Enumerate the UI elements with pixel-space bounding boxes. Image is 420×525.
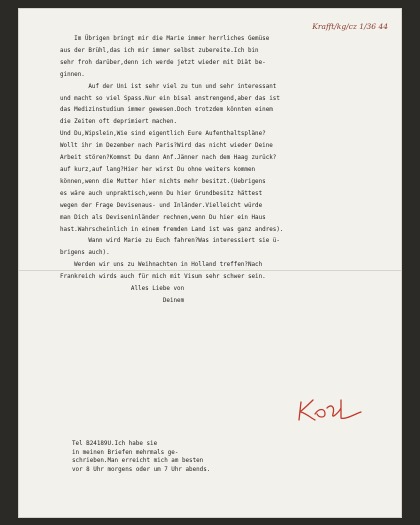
letter-line: Wollt ihr im Dezember nach Paris?Wird das nicht wieder Deine	[60, 143, 273, 150]
footer-line: in meinen Briefen mehrmals ge-	[72, 449, 179, 456]
footer-line: vor 8 Uhr morgens oder um 7 Uhr abends.	[72, 466, 211, 473]
letter-line: aus der Brühl,das ich mir immer selbst zubereite.Ich bin	[60, 47, 259, 54]
letter-line: und macht so viel Spass.Nur ein bisal anstrengend,aber das ist	[60, 95, 280, 102]
letter-line: sehr froh darüber,denn ich werde jetzt wieder mit Diät be-	[60, 59, 266, 66]
letter-line: man Dich als Deviseninländer rechnen,wenn Du hier ein Haus	[60, 214, 266, 221]
letter-line: Und Du,Wipslein,Wie sind eigentlich Eure Aufenthaltspläne?	[60, 131, 266, 138]
letter-line: Frankreich wirds auch für mich mit Visum sehr schwer sein.	[60, 274, 266, 281]
signature	[295, 396, 365, 431]
letter-line: Arbeit stören?Kommst Du dann Anf.Jänner nach dem Haag zurück?	[60, 155, 277, 162]
letter-line: wegen der Frage Devisenaus- und Inländer.Vielleicht würde	[60, 202, 263, 209]
letter-line: es wäre auch unpraktisch,wenn Du hier Grundbesitz hättest	[60, 190, 263, 197]
archive-mark: Krafft/kg/cz 1/36 44	[312, 22, 388, 31]
letter-body	[60, 34, 380, 308]
letter-line: Werden wir uns zu Weihnachten in Holland treffen?Nach	[60, 262, 263, 269]
letter-line: können,wenn die Mutter hier nichts mehr besitzt.(Uebrigens	[60, 178, 266, 185]
letter-line: ginnen.	[60, 71, 85, 78]
letter-footer	[72, 440, 210, 474]
handwritten-signature-icon	[295, 396, 365, 426]
letter-line: auf kurz,auf lang?Hier her wirst Du ohne weiters kommen	[60, 166, 256, 173]
letter-line: Alles Liebe von	[60, 286, 185, 293]
footer-line: Tel B24189U.Ich habe sie	[72, 441, 158, 447]
letter-line: das Medizinstudium immer gewesen.Doch trotzdem könnten einem	[60, 107, 273, 114]
letter-line: Auf der Uni ist sehr viel zu tun und sehr interessant	[60, 83, 277, 90]
letter-line: die Zeiten oft deprimiert machen.	[60, 119, 178, 126]
footer-line: schrieben.Man erreicht mich am besten	[72, 458, 204, 465]
letter-line: Im Übrigen bringt mir die Marie immer herrliches Gemüse	[60, 36, 270, 42]
letter-line: hast.Wahrscheinlich in einem fremden Land ist was ganz andres).	[60, 226, 284, 233]
letter-line: Wann wird Marie zu Euch fahren?Was interessiert sie ü-	[60, 238, 280, 245]
letter-line: brigens auch).	[60, 250, 110, 257]
letter-line: Deinem	[60, 297, 185, 304]
